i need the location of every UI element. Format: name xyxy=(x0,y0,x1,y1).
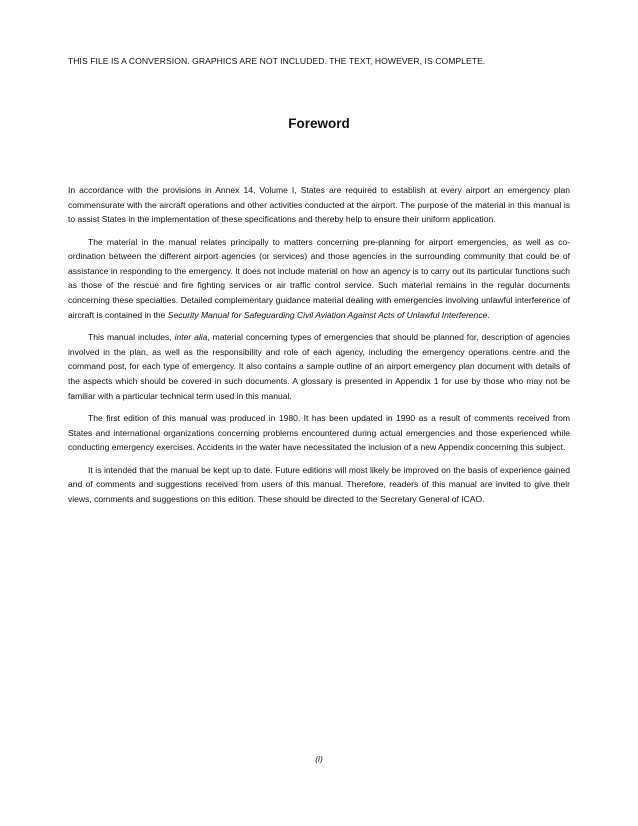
paragraph-2-end: . xyxy=(487,309,490,320)
inter-alia-term: inter alia xyxy=(174,332,208,343)
conversion-notice: THIS FILE IS A CONVERSION. GRAPHICS ARE NOT INCLUDED. THE TEXT, HOWEVER, IS COMPLETE. xyxy=(68,56,486,66)
paragraph-5: It is intended that the manual be kept up to date. Future editions will most likely be improved on the basis of experience gained and of comments and suggestions received from users of this manual. Therefore, readers of this manual are invited to give their views, comments and suggestions on this edition. These should be directed to the Secretary General of ICAO. xyxy=(68,464,570,504)
paragraph-2 xyxy=(68,235,570,323)
paragraph-4: The first edition of this manual was produced in 1980. It has been updated in 1990 as a result of comments received from States and international organizations concerning problems encountered during actual emergencies and those experienced while conducting emergency exercises. Accidents in the water have necessitated the inclusion of a new Appendix concerning this subject. xyxy=(68,412,570,453)
page-title: Foreword xyxy=(288,116,350,131)
paragraph-2-text: The material in the manual relates principally to matters concerning pre-planning for airport emergencies, as well as co-ordination between the different airport agencies (or services) and those agencies in the surrounding community that could be of assistance in responding to the emergency. It does not include material on how an agency is to carry out its particular functions such as those of the rescue and fire fighting services or air traffic control service. Such material remains in the regular documents concerning these specialties. Detailed complementary guidance material dealing with emergencies involving unlawful interference of aircraft is contained in the xyxy=(68,236,570,320)
paragraph-3-text: , material concerning types of emergencies that should be planned for, description of agencies involved in the plan, as well as the responsibility and role of each agency, including the emergency operations centre and the command post, for each type of emergency. It also contains a sample outline of an airport emergency plan document with details of the aspects which should be covered in such documents. A glossary is presented in Appendix 1 for use by those who may not be familiar with a particular technical term used in this manual. xyxy=(68,332,570,401)
foreword-body xyxy=(68,183,570,514)
page-number: (i) xyxy=(315,754,323,764)
paragraph-1: In accordance with the provisions in Annex 14, Volume I, States are required to establish at every airport an emergency plan commensurate with the aircraft operations and other activities conducted at the airport. The purpose of the material in this manual is to assist States in the implementation of these specifications and thereby help to ensure their uniform application. xyxy=(68,185,570,225)
security-manual-title: Security Manual for Safeguarding Civil Aviation Against Acts of Unlawful Interference xyxy=(167,309,488,320)
paragraph-3 xyxy=(68,330,570,403)
paragraph-3-start: This manual includes, xyxy=(88,332,175,343)
